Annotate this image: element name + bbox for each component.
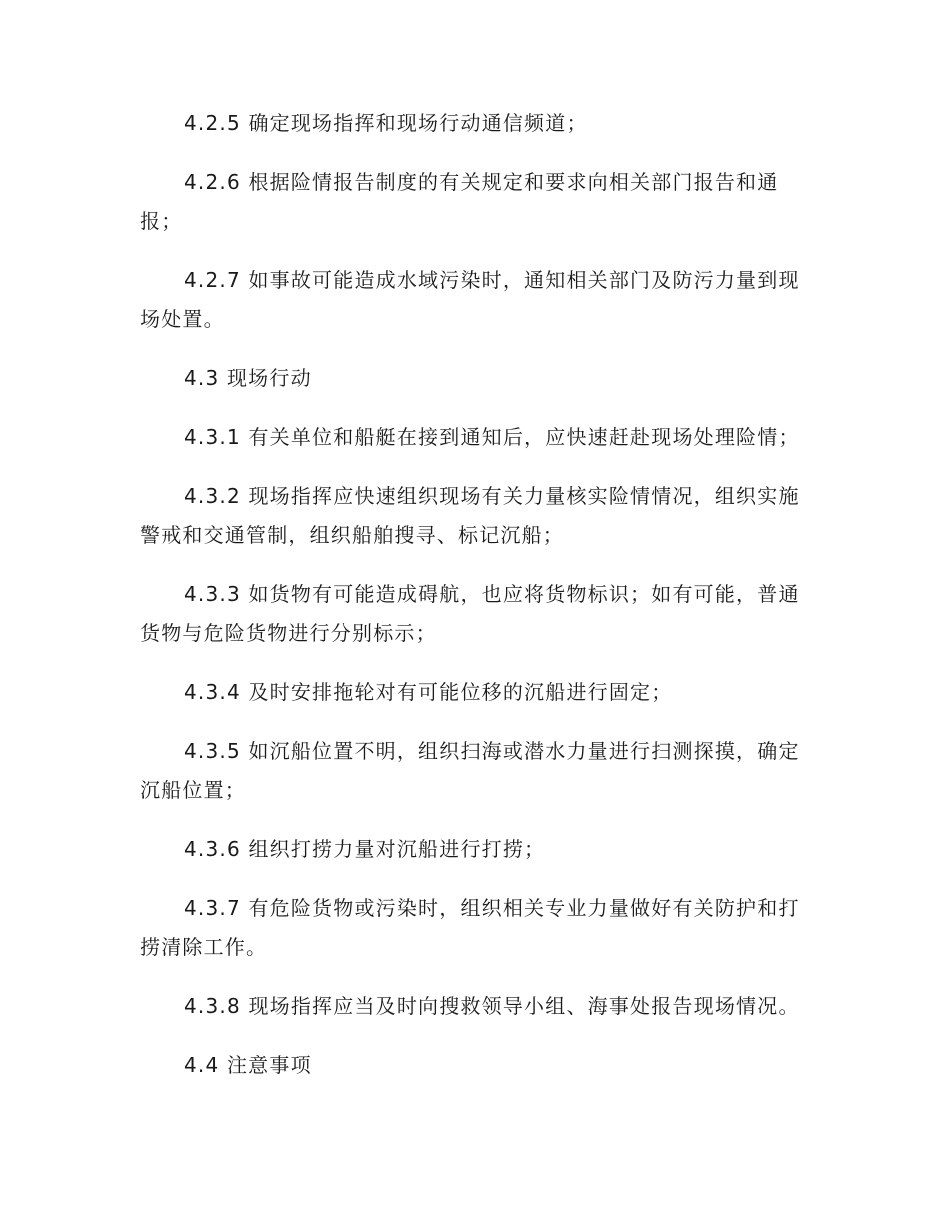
paragraph-4-3-4: 4.3.4 及时安排拖轮对有可能位移的沉船进行固定； <box>184 680 673 704</box>
section-heading-4-3: 4.3 现场行动 <box>184 366 312 390</box>
paragraph-4-3-6: 4.3.6 组织打捞力量对沉船进行打捞； <box>184 837 546 861</box>
paragraph-4-3-7: 4.3.7 有危险货物或污染时，组织相关专业力量做好有关防护和打捞清除工作。 <box>140 896 800 959</box>
document-body <box>140 104 800 1105</box>
paragraph-4-3-1: 4.3.1 有关单位和船艇在接到通知后，应快速赶赴现场处理险情； <box>184 425 800 449</box>
paragraph-4-3-5: 4.3.5 如沉船位置不明，组织扫海或潜水力量进行扫测探摸，确定沉船位置； <box>140 739 800 802</box>
paragraph-4-3-3: 4.3.3 如货物有可能造成碍航，也应将货物标识；如有可能，普通货物与危险货物进行分别标示； <box>140 582 800 645</box>
paragraph-4-3-2: 4.3.2 现场指挥应快速组织现场有关力量核实险情情况，组织实施警戒和交通管制，组织船舶搜寻、标记沉船； <box>140 484 800 547</box>
paragraph-4-3-8: 4.3.8 现场指挥应当及时向搜救领导小组、海事处报告现场情况。 <box>184 994 800 1018</box>
paragraph-4-2-7: 4.2.7 如事故可能造成水域污染时，通知相关部门及防污力量到现场处置。 <box>140 268 800 331</box>
paragraph-4-2-5: 4.2.5 确定现场指挥和现场行动通信频道； <box>184 111 588 135</box>
paragraph-4-2-6: 4.2.6 根据险情报告制度的有关规定和要求向相关部门报告和通报； <box>140 170 779 233</box>
section-heading-4-4: 4.4 注意事项 <box>184 1053 312 1077</box>
